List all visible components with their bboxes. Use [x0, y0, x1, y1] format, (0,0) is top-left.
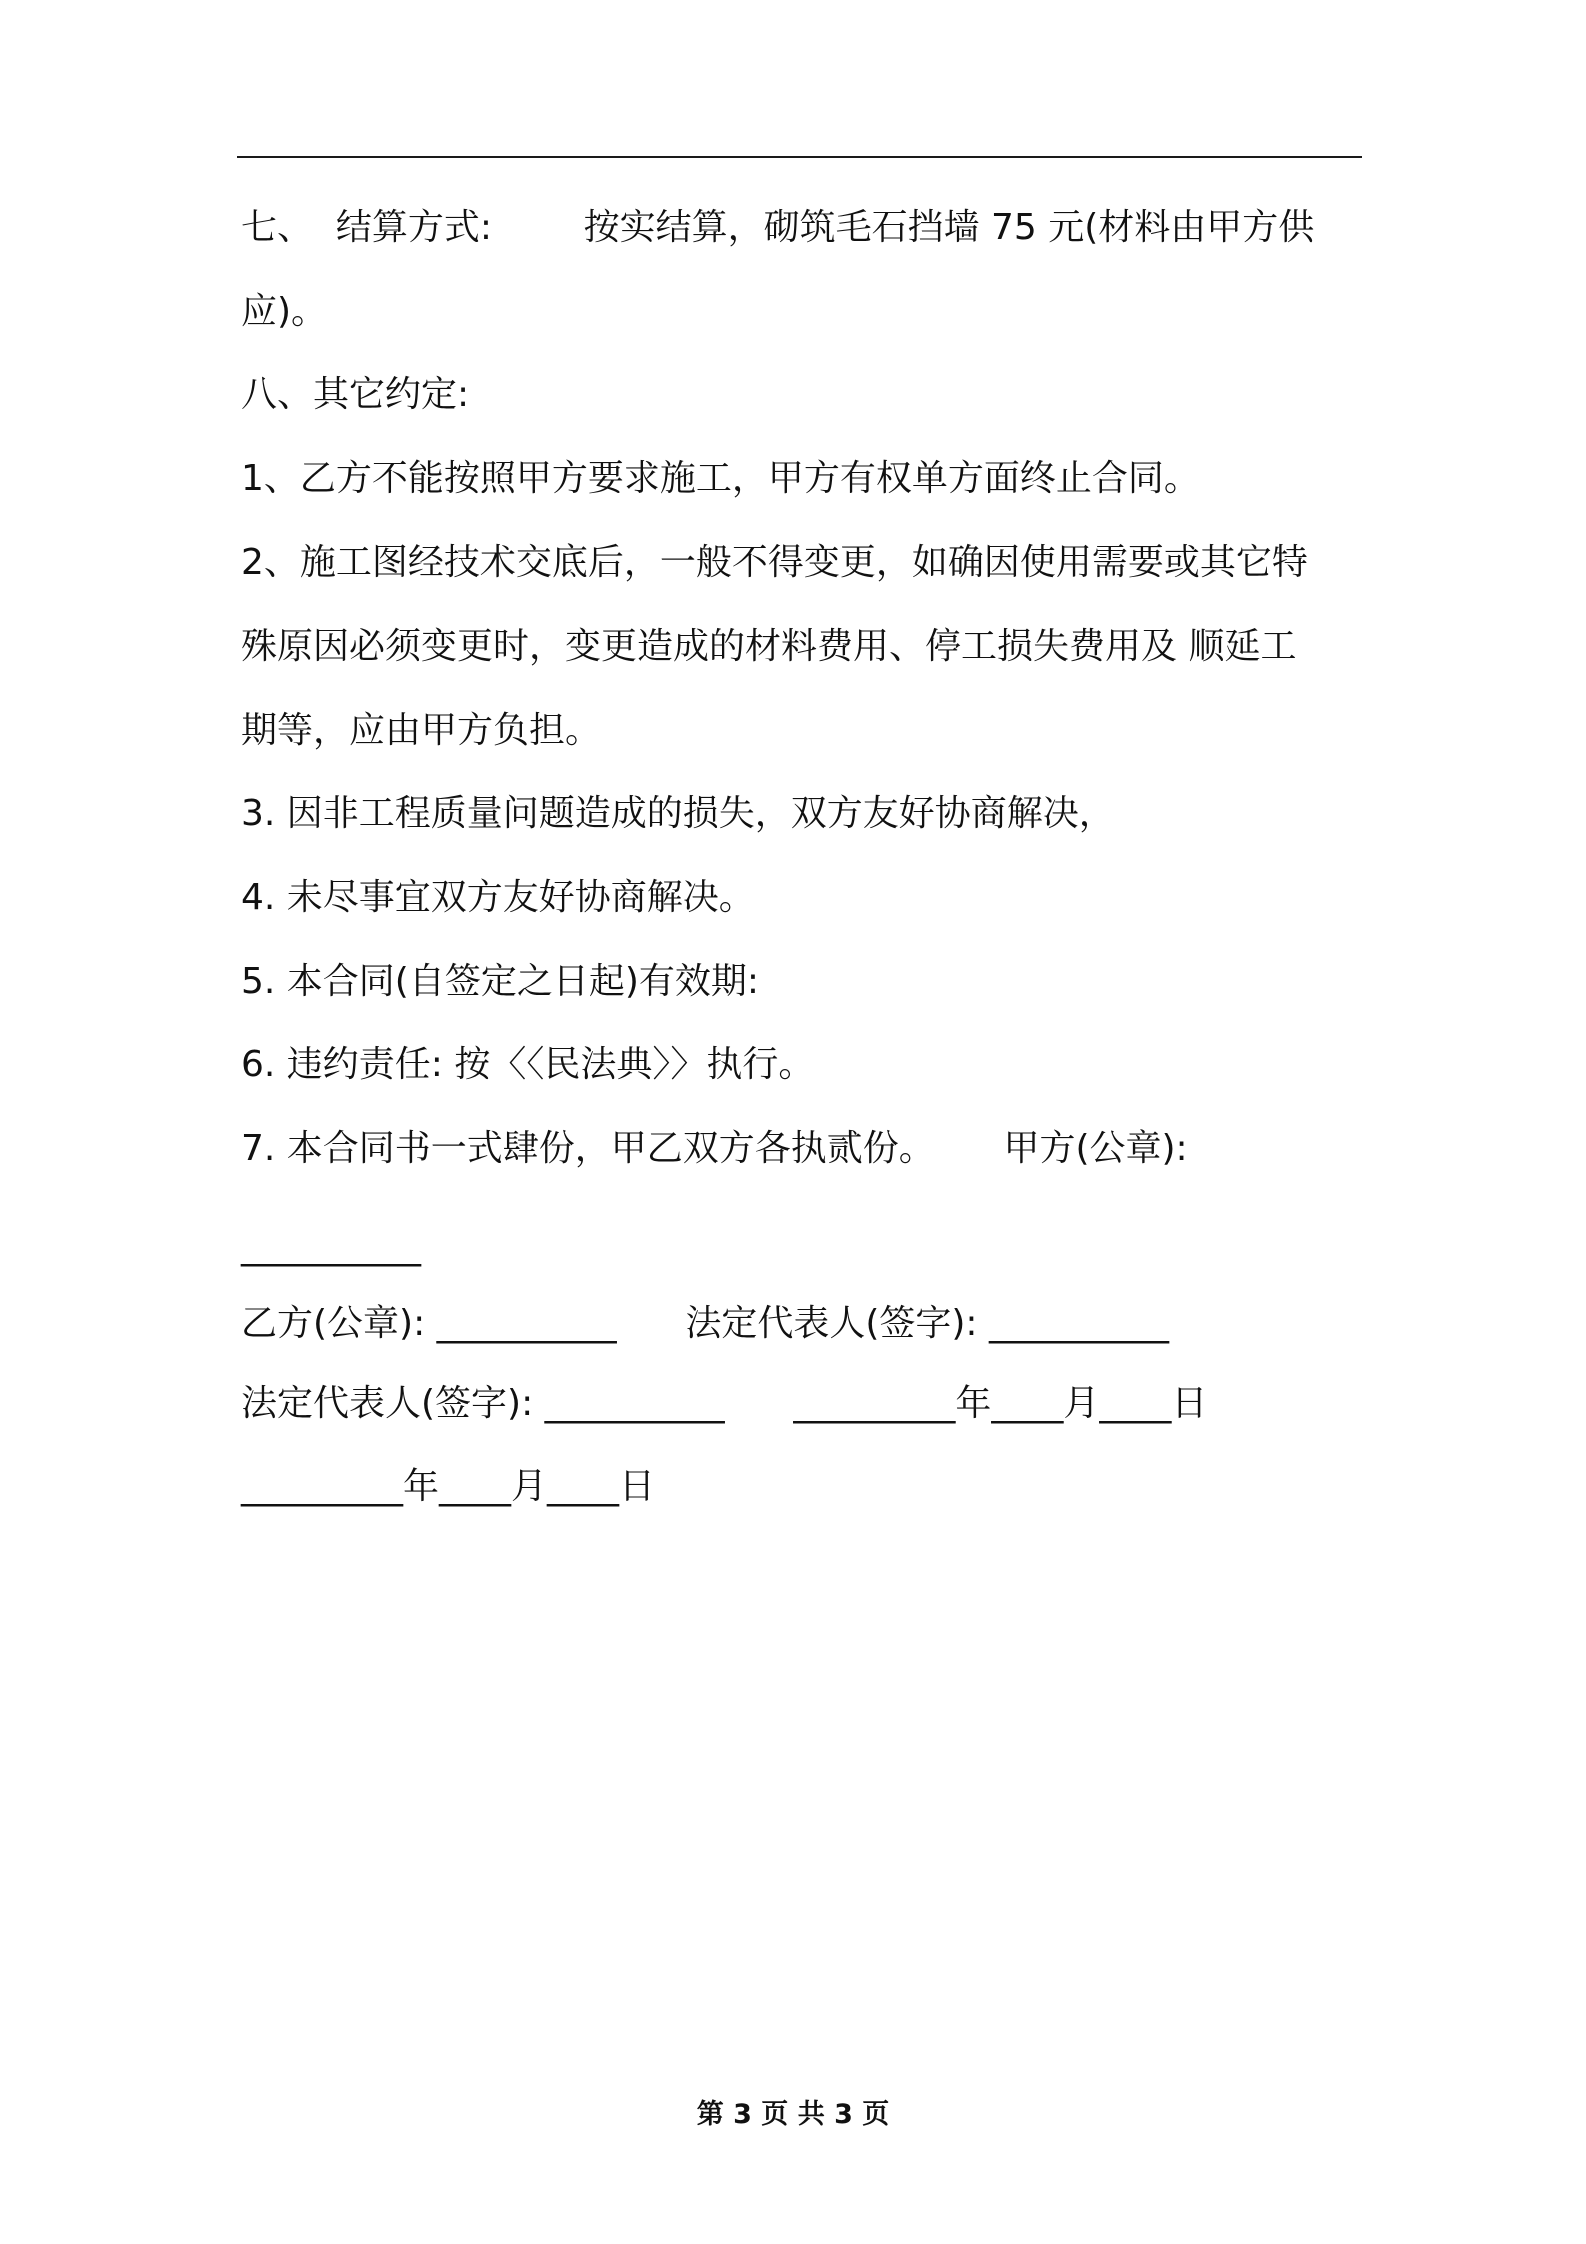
signature-date-line: _________年____月____日 [241, 1466, 655, 1507]
page-number: 第 3 页 共 3 页 [696, 2099, 890, 2130]
clause-8-item-7: 7. 本合同书一式肆份，甲乙双方各执贰份。 甲方(公章): [241, 1128, 1188, 1169]
clause-8-item-2-line-2: 殊原因必须变更时，变更造成的材料费用、停工损失费用及 顺延工 [241, 626, 1297, 667]
clause-8-item-5: 5. 本合同(自签定之日起)有效期: [241, 961, 760, 1002]
clause-7-settlement-line-1: 七、 结算方式: 按实结算，砌筑毛石挡墙 75 元(材料由甲方供 [241, 207, 1315, 248]
clause-8-item-1: 1、乙方不能按照甲方要求施工，甲方有权单方面终止合同。 [241, 458, 1200, 499]
clause-8-item-6: 6. 违约责任: 按〈〈民法典〉〉执行。 [241, 1044, 815, 1085]
clause-8-item-2-line-1: 2、施工图经技术交底后，一般不得变更，如确因使用需要或其它特 [241, 542, 1308, 583]
signature-blank-party-a: __________ [241, 1226, 421, 1267]
header-rule [237, 156, 1362, 158]
signature-line-representative: 法定代表人(签字): __________ _________年____月____日 [241, 1383, 1208, 1424]
clause-8-item-4: 4. 未尽事宜双方友好协商解决。 [241, 877, 755, 918]
clause-8-item-3: 3. 因非工程质量问题造成的损失，双方友好协商解决， [241, 793, 1115, 834]
clause-8-item-2-line-3: 期等，应由甲方负担。 [241, 710, 602, 751]
clause-8-heading: 八、其它约定: [241, 374, 470, 415]
signature-line-party-b: 乙方(公章): __________ 法定代表人(签字): __________ [241, 1303, 1169, 1344]
clause-7-settlement-line-2: 应)。 [241, 291, 328, 332]
